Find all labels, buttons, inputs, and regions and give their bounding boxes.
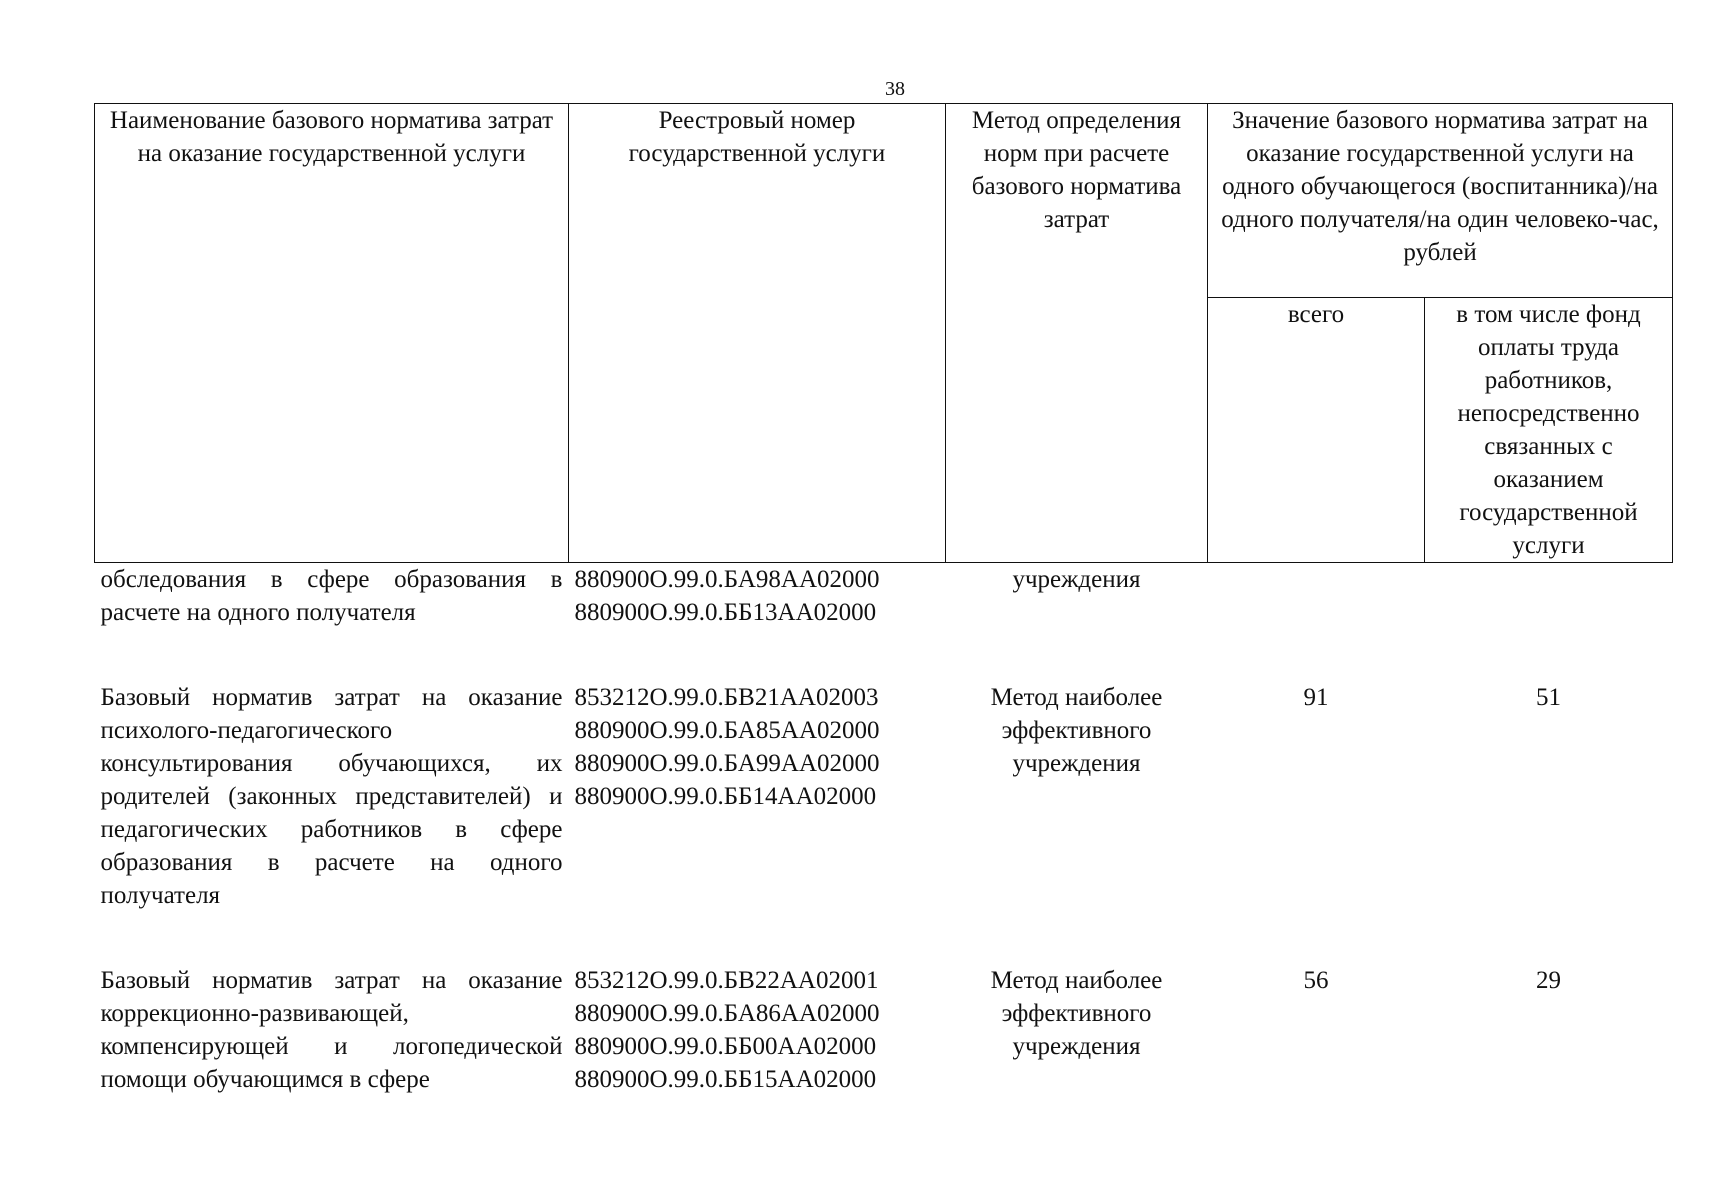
table-row <box>95 563 1673 682</box>
row-registry-codes: 880900О.99.0.БА98АА02000 880900О.99.0.ББ13АА02000 <box>574 566 880 626</box>
row-name: Базовый норматив затрат на оказание коррекционно-развивающей, компенсирующей и логопедической помощи обучающимся в сфере <box>100 967 563 1093</box>
row-total: 91 <box>1303 684 1329 711</box>
cost-norm-table <box>94 103 1673 1096</box>
header-value-wage: в том числе фонд оплаты труда работников, непосредственно связанных с оказанием государственной услуги <box>1425 298 1673 563</box>
row-wage <box>1425 563 1673 682</box>
header-value-total: всего <box>1208 298 1425 563</box>
row-wage: 29 <box>1536 967 1561 994</box>
row-method: Метод наиболее эффективного учреждения <box>990 684 1163 777</box>
header-name: Наименование базового норматива затрат на оказание государственной услуги <box>95 104 569 563</box>
header-row-main <box>95 104 1673 298</box>
table-row <box>95 681 1673 964</box>
row-method: Метод наиболее эффективного учреждения <box>990 967 1163 1060</box>
row-registry-codes: 853212О.99.0.БВ21АА02003 880900О.99.0.БА85АА02000 880900О.99.0.БА99АА02000 880900О.99.0.ББ14АА02000 <box>574 684 880 810</box>
header-value: Значение базового норматива затрат на оказание государственной услуги на одного обучающегося (воспитанника)/на одного получателя/на один человеко-час, рублей <box>1208 104 1673 298</box>
table-row <box>95 964 1673 1096</box>
row-total: 56 <box>1303 967 1329 994</box>
table-body <box>95 563 1673 1097</box>
header-registry: Реестровый номер государственной услуги <box>569 104 946 563</box>
row-total <box>1208 563 1425 682</box>
row-name: Базовый норматив затрат на оказание психолого-педагогического консультирования обучающихся, их родителей (законных представителей) и педагогических работников в сфере образования в расчете на одного получателя <box>100 684 563 909</box>
row-method: учреждения <box>1012 566 1141 593</box>
row-wage: 51 <box>1536 684 1561 711</box>
page-number: 38 <box>885 78 905 100</box>
table-header <box>95 104 1673 563</box>
row-registry-codes: 853212О.99.0.БВ22АА02001 880900О.99.0.БА86АА02000 880900О.99.0.ББ00АА02000 880900О.99.0.ББ15АА02000 <box>574 967 880 1093</box>
row-name: обследования в сфере образования в расчете на одного получателя <box>100 566 563 626</box>
header-method: Метод определения норм при расчете базового норматива затрат <box>946 104 1208 563</box>
